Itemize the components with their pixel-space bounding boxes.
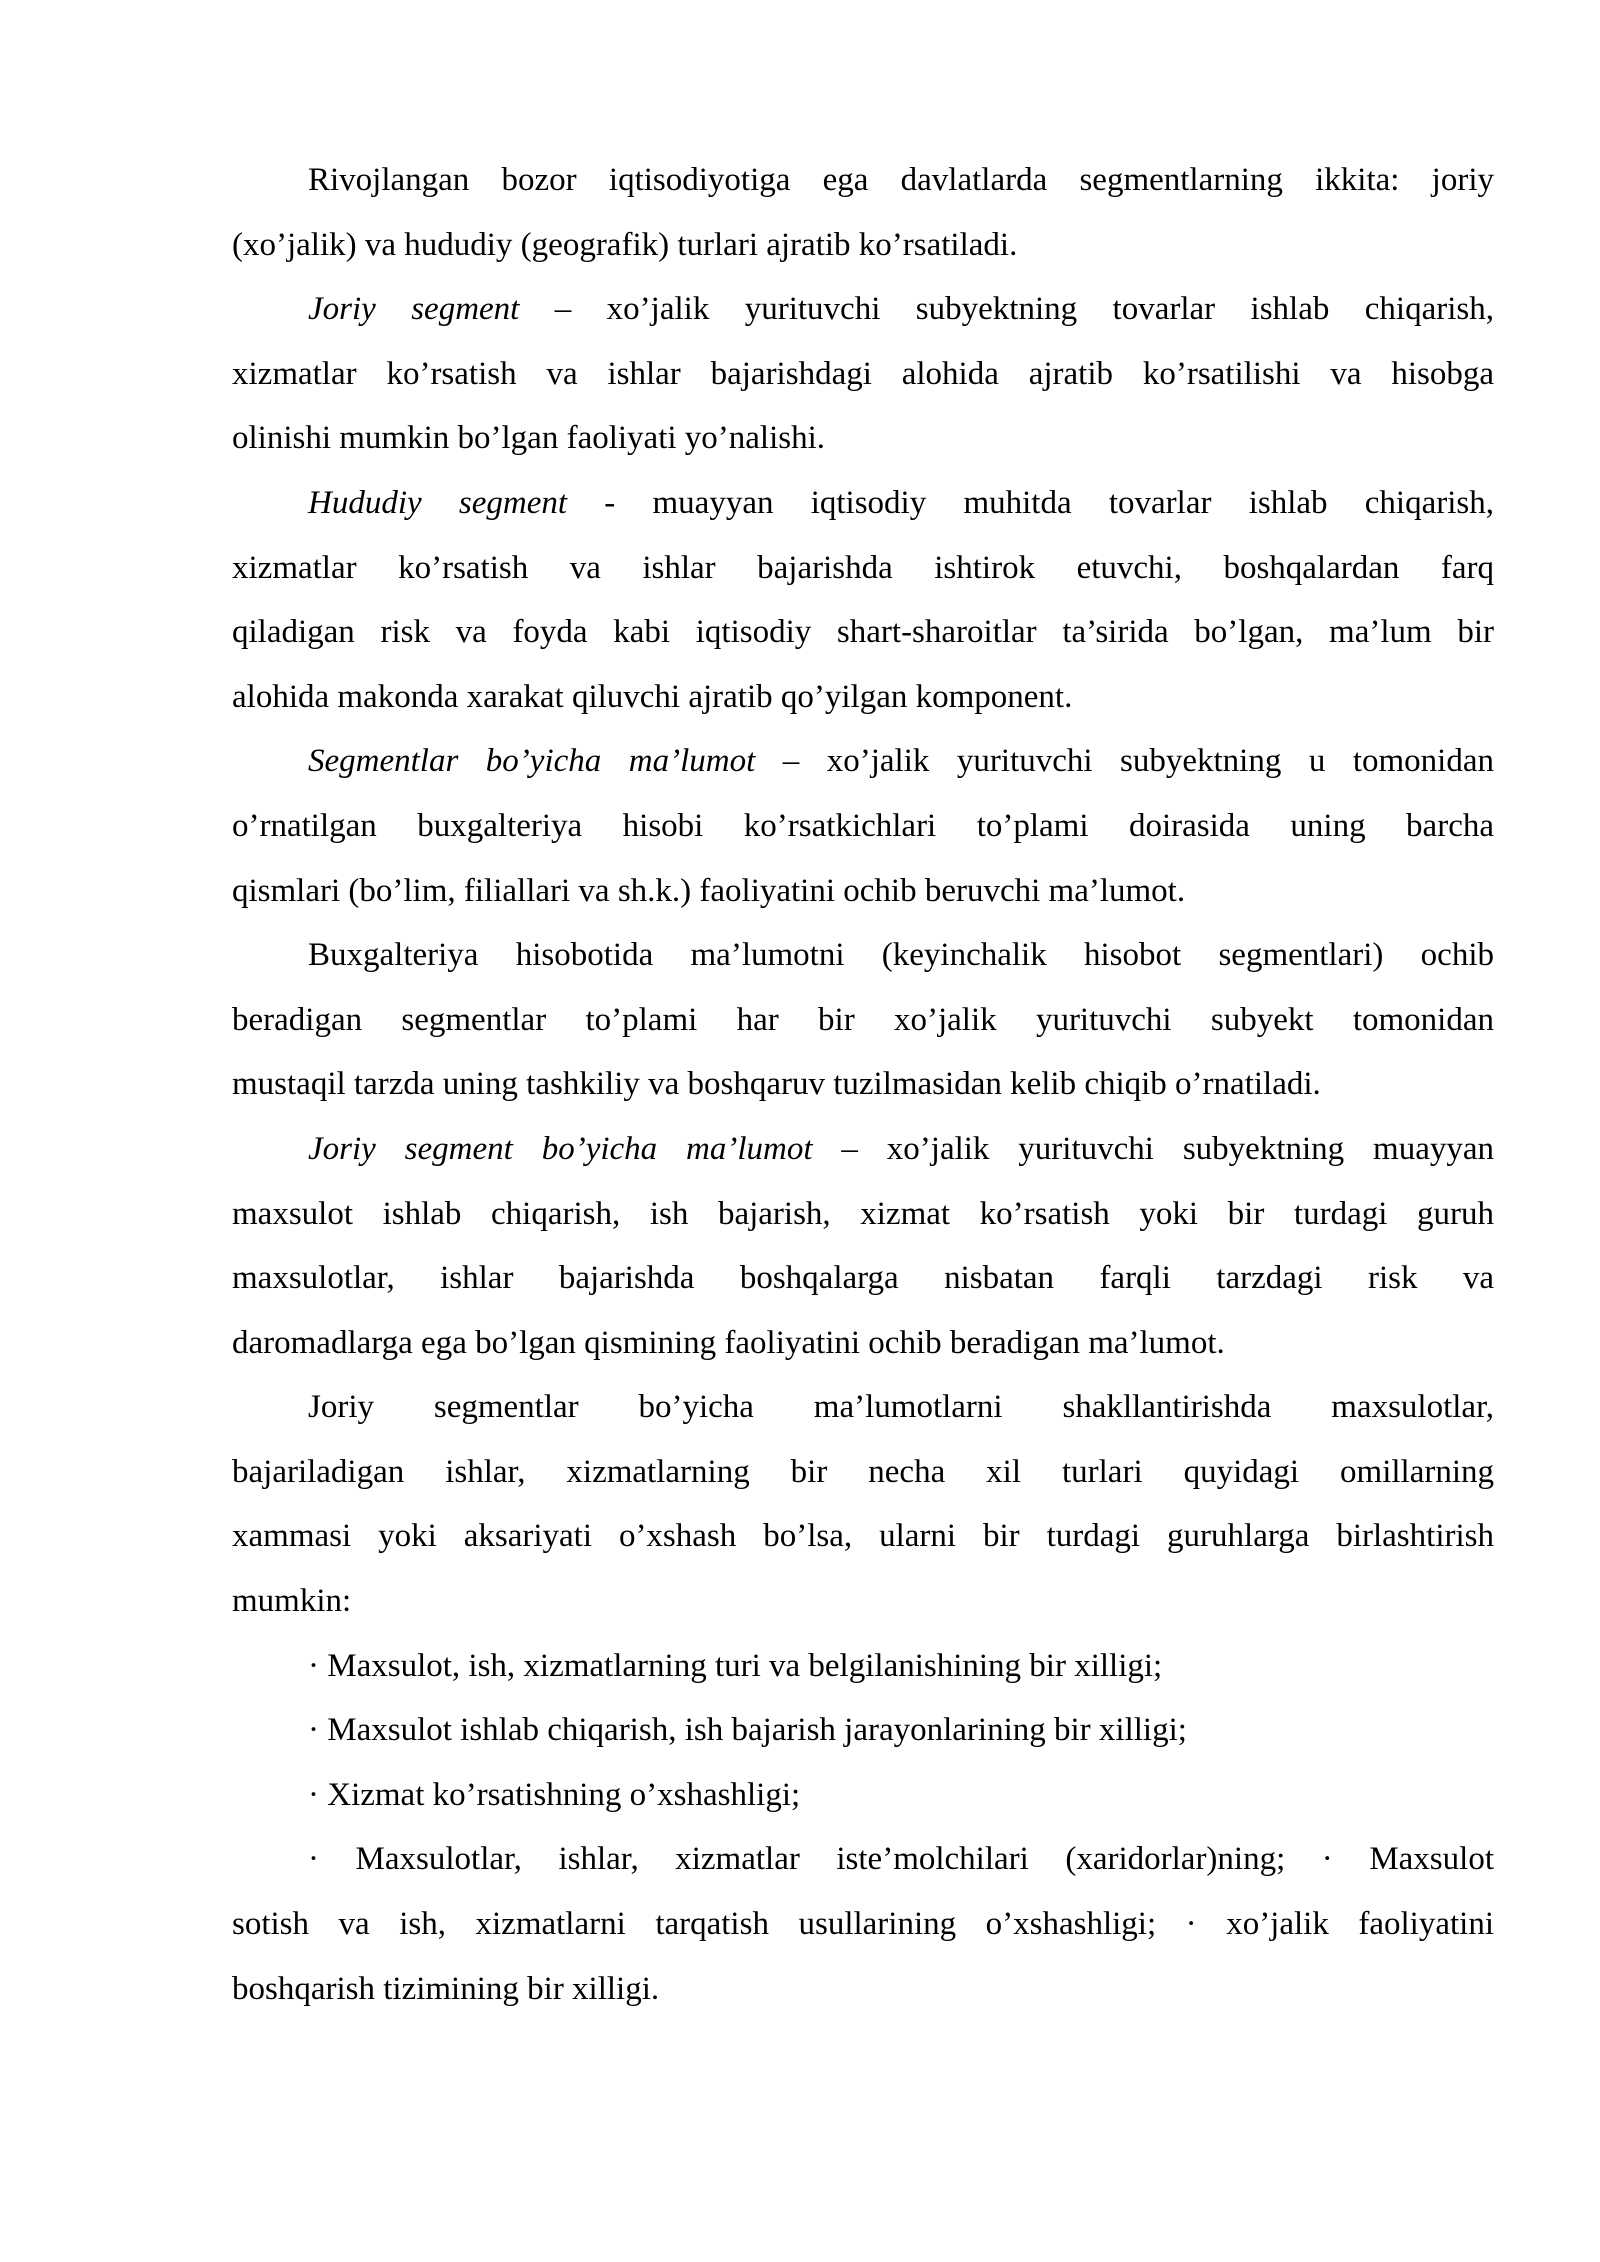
text-line — [232, 1117, 1494, 1182]
list-item: · Maxsulot, ish, xizmatlarning turi va belgilanishining bir xilligi; — [308, 1647, 1163, 1684]
paragraph-shakllantirish — [232, 1375, 1494, 1633]
paragraph-joriy-segment — [232, 277, 1494, 471]
text-line — [232, 471, 1494, 536]
text-line: maxsulot ishlab chiqarish, ish bajarish, xizmat ko’rsatish yoki bir turdagi guruh — [232, 1195, 1494, 1232]
term-joriy-segment: Joriy segment — [308, 291, 520, 328]
paragraph-buxgalteriya-hisoboti — [232, 923, 1494, 1117]
text-line: daromadlarga ega bo’lgan qismining faoliyatini ochib beradigan ma’lumot. — [232, 1324, 1225, 1361]
text-line: qismlari (bo’lim, filiallari va sh.k.) faoliyatini ochib beruvchi ma’lumot. — [232, 872, 1186, 909]
list-item: · Xizmat ko’rsatishning o’xshashligi; — [308, 1776, 801, 1813]
paragraph-bozor-segmentlari — [232, 148, 1494, 277]
text-line: alohida makonda xarakat qiluvchi ajratib qo’yilgan komponent. — [232, 678, 1073, 715]
text-line: (xo’jalik) va hududiy (geografik) turlari ajratib ko’rsatiladi. — [232, 226, 1018, 263]
text-line: sotish va ish, xizmatlarni tarqatish usullarining o’xshashligi; · xo’jalik faoliyatini — [232, 1906, 1494, 1943]
text-line: xammasi yoki aksariyati o’xshash bo’lsa, ularni bir turdagi guruhlarga birlashtirish — [232, 1518, 1494, 1555]
text-line: mumkin: — [232, 1583, 352, 1620]
text-line: Joriy segmentlar bo’yicha ma’lumotlarni shakllantirishda maxsulotlar, — [308, 1389, 1494, 1426]
paragraph-joriy-segment-malumot — [232, 1117, 1494, 1375]
text-fragment: – xo’jalik yurituvchi subyektning tovarlar ishlab chiqarish, — [519, 291, 1494, 328]
text-line: beradigan segmentlar to’plami har bir xo’jalik yurituvchi subyekt tomonidan — [232, 1001, 1494, 1038]
paragraph-hududiy-segment — [232, 471, 1494, 729]
text-line — [232, 729, 1494, 794]
term-segmentlar-malumot: Segmentlar bo’yicha ma’lumot — [308, 743, 756, 780]
paragraph-xulosa — [232, 1827, 1494, 2021]
text-line: xizmatlar ko’rsatish va ishlar bajarishdagi alohida ajratib ko’rsatilishi va hisobga — [232, 355, 1494, 392]
text-fragment: - muayyan iqtisodiy muhitda tovarlar ishlab chiqarish, — [567, 484, 1494, 521]
text-line: boshqarish tizimining bir xilligi. — [232, 1970, 660, 2007]
text-line: bajariladigan ishlar, xizmatlarning bir necha xil turlari quyidagi omillarning — [232, 1453, 1494, 1490]
text-line: qiladigan risk va foyda kabi iqtisodiy shart-sharoitlar ta’sirida bo’lgan, ma’lum bir — [232, 614, 1494, 651]
term-hududiy-segment: Hududiy segment — [308, 484, 568, 521]
text-fragment: – xo’jalik yurituvchi subyektning muayyan — [812, 1130, 1494, 1167]
text-line — [232, 277, 1494, 342]
text-line: o’rnatilgan buxgalteriya hisobi ko’rsatkichlari to’plami doirasida uning barcha — [232, 807, 1494, 844]
text-line: Buxgalteriya hisobotida ma’lumotni (keyinchalik hisobot segmentlari) ochib — [308, 937, 1494, 974]
text-fragment: – xo’jalik yurituvchi subyektning u tomonidan — [755, 743, 1494, 780]
document-body — [232, 148, 1494, 2021]
list-item: · Maxsulot ishlab chiqarish, ish bajarish jarayonlarining bir xilligi; — [308, 1712, 1187, 1749]
text-line: · Maxsulotlar, ishlar, xizmatlar iste’molchilari (xaridorlar)ning; · Maxsulot — [308, 1841, 1494, 1878]
text-line: maxsulotlar, ishlar bajarishda boshqalarga nisbatan farqli tarzdagi risk va — [232, 1260, 1494, 1297]
text-line: olinishi mumkin bo’lgan faoliyati yo’nalishi. — [232, 420, 826, 457]
text-line: mustaqil tarzda uning tashkiliy va boshqaruv tuzilmasidan kelib chiqib o’rnatiladi. — [232, 1066, 1321, 1103]
paragraph-segmentlar-malumot — [232, 729, 1494, 923]
bullet-list — [232, 1634, 1494, 1828]
text-line: Rivojlangan bozor iqtisodiyotiga ega davlatlarda segmentlarning ikkita: joriy — [308, 162, 1494, 198]
term-joriy-segment-malumot: Joriy segment bo’yicha ma’lumot — [308, 1130, 813, 1167]
text-line: xizmatlar ko’rsatish va ishlar bajarishda ishtirok etuvchi, boshqalardan farq — [232, 549, 1494, 586]
